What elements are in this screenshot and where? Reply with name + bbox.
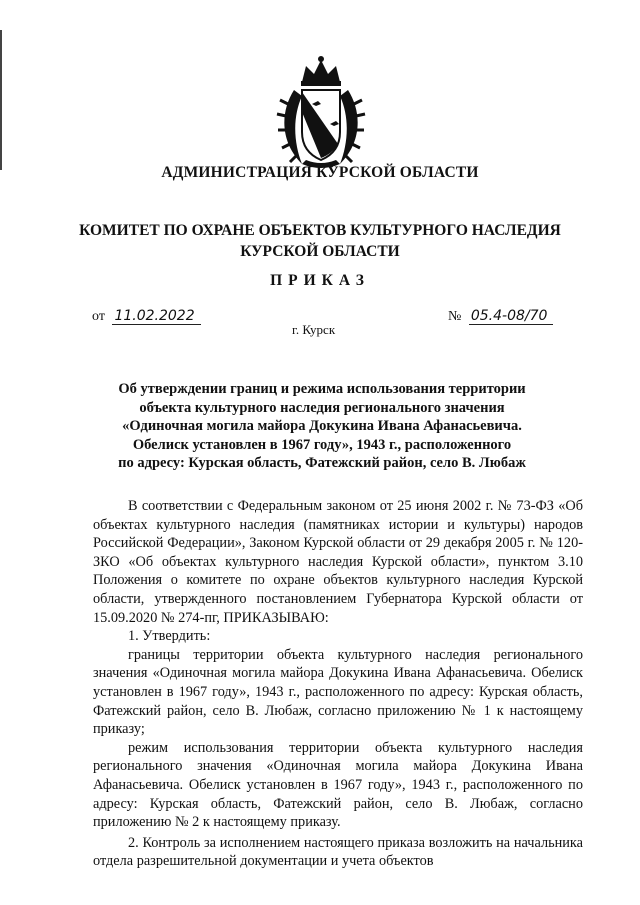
order-number xyxy=(448,308,553,325)
committee-name-line-1: КОМИТЕТ ПО ОХРАНЕ ОБЪЕКТОВ КУЛЬТУРНОГО НАСЛЕДИЯ xyxy=(79,222,561,239)
date-prefix: от xyxy=(92,309,105,324)
committee-name xyxy=(0,220,640,262)
body-paragraph: 1. Утвердить: xyxy=(128,628,211,645)
city: г. Курск xyxy=(292,322,336,337)
kursk-coat-of-arms-icon xyxy=(272,52,370,172)
title-line: объекта культурного наследия регионального значения xyxy=(139,399,505,416)
title-line: Об утверждении границ и режима использования территории xyxy=(118,381,526,397)
order-title xyxy=(92,380,552,473)
title-line: по адресу: Курская область, Фатежский район, село В. Любаж xyxy=(118,455,526,472)
document-type: ПРИКАЗ xyxy=(270,272,370,289)
body-paragraph: 2. Контроль за исполнением настоящего приказа возложить на начальника отдела разрешительной документации и учета объектов xyxy=(93,834,583,870)
body-paragraph: режим использования территории объекта культурного наследия регионального значения «Одиночная могила майора Докукина Ивана Афанасьевича. Обелиск установлен в 1967 году», 1943 г., расположенного по адресу: Курская область, Фатежский район, село В. Любаж, согласно приложению № 2 к настоящему приказу. xyxy=(93,739,583,831)
order-date xyxy=(92,308,201,325)
body-paragraph: границы территории объекта культурного наследия регионального значения «Одиночная могила майора Докукина Ивана Афанасьевича. Обелиск установлен в 1967 году», 1943 г., расположенного по адресу: Курская область, Фатежский район, село В. Любаж, согласно приложению № 1 к настоящему приказу; xyxy=(93,646,583,738)
administration-name: АДМИНИСТРАЦИЯ КУРСКОЙ ОБЛАСТИ xyxy=(161,164,479,181)
scan-edge-mark xyxy=(0,30,2,170)
number-prefix: № xyxy=(448,309,462,324)
title-line: «Одиночная могила майора Докукина Ивана Афанасьевича. xyxy=(122,418,522,435)
handwritten-number: 05.4-08/70 xyxy=(469,308,554,325)
committee-name-line-2: КУРСКОЙ ОБЛАСТИ xyxy=(240,243,400,260)
handwritten-date: 11.02.2022 xyxy=(112,308,200,325)
order-body xyxy=(93,497,583,871)
body-paragraph: В соответствии с Федеральным законом от 25 июня 2002 г. № 73-ФЗ «Об объектах культурного наследия (памятниках истории и культуры) народов Российской Федерации», Законом Курской области от 29 декабря 2005 г. № 120-ЗКО «Об объектах культурного наследия Курской области», пунктом 3.10 Положения о комитете по охране объектов культурного наследия Курской области, утвержденного постановлением Губернатора Курской области от 15.09.2020 № 274-пг, ПРИКАЗЫВАЮ: xyxy=(93,498,583,626)
title-line: Обелиск установлен в 1967 году», 1943 г., расположенного xyxy=(132,436,512,453)
